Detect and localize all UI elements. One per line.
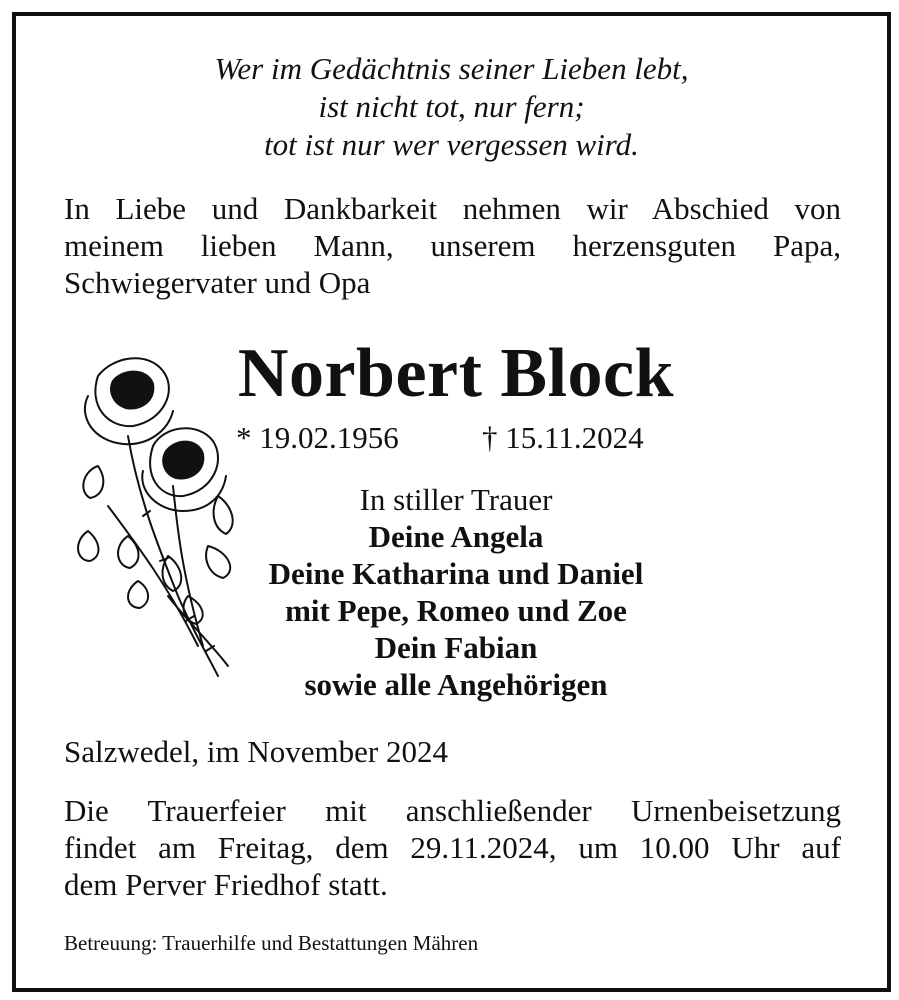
mourner-name: sowie alle Angehörigen — [304, 667, 608, 702]
ceremony-notice — [64, 792, 841, 903]
obituary-content — [16, 16, 887, 988]
place-and-date: Salzwedel, im November 2024 — [64, 734, 448, 769]
ceremony-line: dem Perver Friedhof statt. — [64, 867, 388, 902]
intro-line: Schwiegervater und Opa — [64, 265, 371, 300]
memorial-quote — [16, 50, 887, 164]
mourners-block — [216, 481, 696, 703]
mourner-name: Dein Fabian — [374, 630, 538, 665]
ceremony-line: findet am Freitag, dem 29.11.2024, um 10.00 Uhr auf — [64, 830, 841, 865]
mourner-name: mit Pepe, Romeo und Zoe — [285, 593, 627, 628]
obituary-frame — [12, 12, 891, 992]
intro-line: meinem lieben Mann, unserem herzensguten Papa, — [64, 228, 841, 263]
intro-line: In Liebe und Dankbarkeit nehmen wir Abschied von — [64, 191, 841, 226]
mourner-name: Deine Katharina und Daniel — [268, 556, 644, 591]
quote-line: Wer im Gedächtnis seiner Lieben lebt, — [214, 51, 689, 86]
mourner-name: Deine Angela — [368, 519, 544, 554]
quote-line: ist nicht tot, nur fern; — [318, 89, 585, 124]
birth-date: * 19.02.1956 — [236, 420, 399, 455]
quote-line: tot ist nur wer vergessen wird. — [264, 127, 639, 162]
deceased-name: Norbert Block — [237, 335, 675, 412]
death-date: † 15.11.2024 — [482, 420, 644, 455]
ceremony-line: Die Trauerfeier mit anschließender Urnenbeisetzung — [64, 793, 841, 828]
funeral-service-credit: Betreuung: Trauerhilfe und Bestattungen Mähren — [64, 931, 479, 955]
mourners-intro: In stiller Trauer — [359, 482, 553, 517]
farewell-intro — [64, 190, 841, 301]
